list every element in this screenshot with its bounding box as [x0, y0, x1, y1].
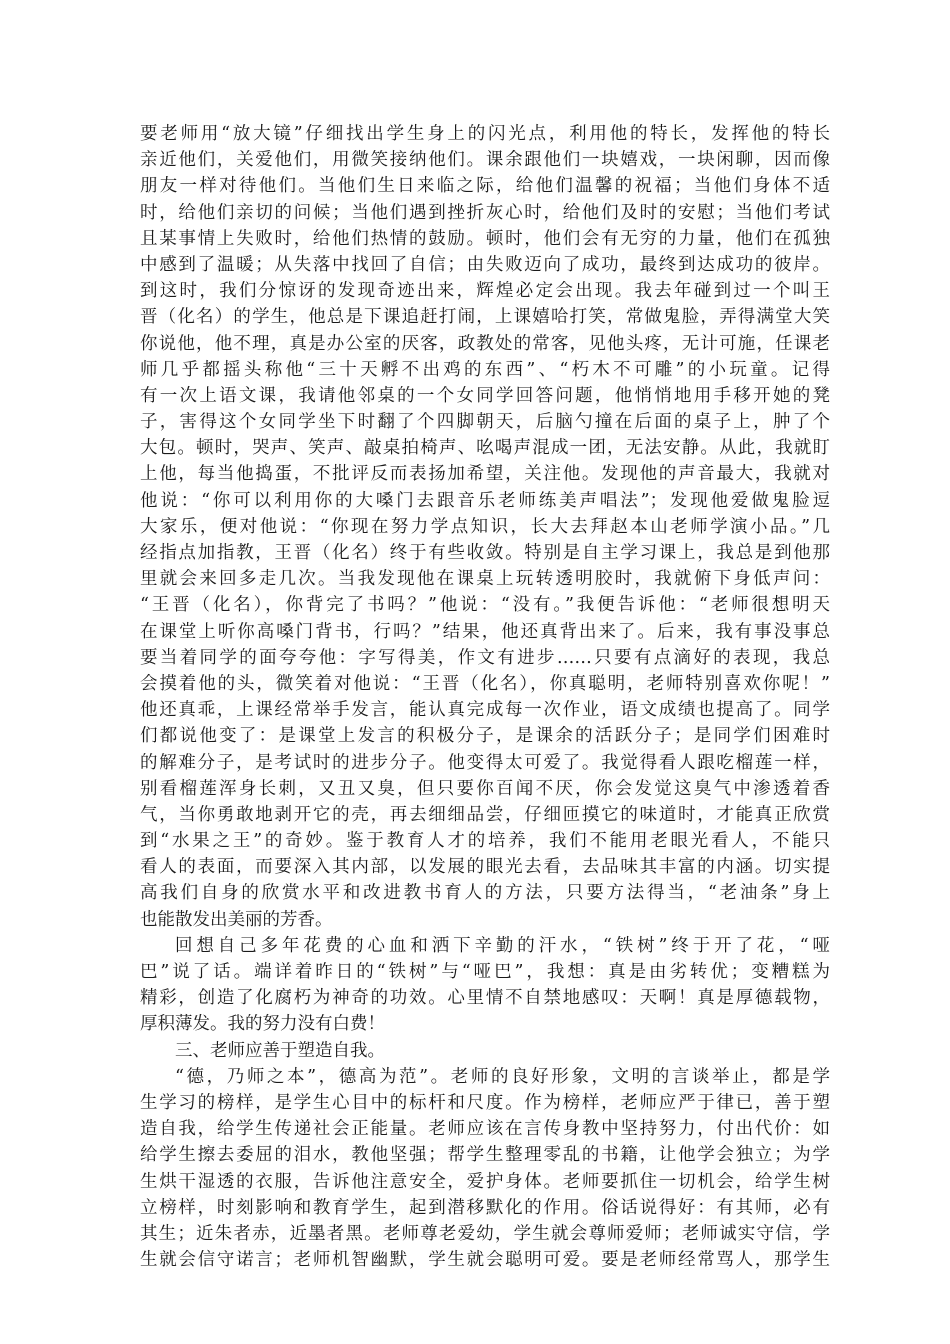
text-line: 朋友一样对待他们。当他们生日来临之际，给他们温馨的祝福；当他们身体不适	[140, 176, 830, 197]
text-line: 巴”说了话。端详着昨日的“铁树”与“哑巴”，我想：真是由劣转优；变糟糕为	[140, 962, 830, 982]
text-line: 立榜样，时刻影响和教育学生，起到潜移默化的作用。俗话说得好：有其师，必有	[140, 1197, 830, 1218]
paragraph	[140, 121, 830, 933]
text-line: 给学生擦去委屈的泪水，教他坚强；帮学生整理零乱的书籍，让他学会独立；为学	[140, 1145, 830, 1166]
text-line: 时，给他们亲切的问候；当他们遇到挫折灰心时，给他们及时的安慰；当他们考试	[140, 202, 830, 223]
text-line: 生烘干湿透的衣服，告诉他注意安全，爱护身体。老师要抓住一切机会，给学生树	[140, 1171, 830, 1192]
text-line: 三、老师应善于塑造自我。	[175, 1040, 385, 1061]
text-line: 高我们自身的欣赏水平和改进教书育人的方法，只要方法得当，“老油条”身上	[140, 883, 830, 904]
text-line: 看人的表面，而要深入其内部，以发展的眼光去看，去品味其丰富的内涵。切实提	[140, 857, 830, 878]
text-line: 中感到了温暖；从失落中找回了自信；由失败迈向了成功，最终到达成功的彼岸。	[140, 254, 830, 275]
paragraph	[140, 1064, 830, 1274]
text-line: 你说他，他不理，真是办公室的厌客，政教处的常客，见他头疼，无计可施，任课老	[140, 333, 830, 354]
text-line: 师几乎都摇头称他“三十天孵不出鸡的东西”、“朽木不可雕”的小玩童。记得	[140, 359, 830, 380]
text-line: 生就会信守诺言；老师机智幽默，学生就会聪明可爱。要是老师经常骂人，那学生	[140, 1250, 830, 1271]
text-line: 亲近他们，关爱他们，用微笑接纳他们。课余跟他们一块嬉戏，一块闲聊，因而像	[140, 150, 830, 171]
text-line: 别看榴莲浑身长刺，又丑又臭，但只要你百闻不厌，你会发觉这臭气中渗透着香	[140, 778, 830, 799]
paragraph	[140, 933, 830, 1038]
text-line: 会摸着他的头，微笑着对他说：“王晋（化名），你真聪明，老师特别喜欢你呢！”	[140, 673, 830, 694]
text-line: 造自我，给学生传递社会正能量。老师应该在言传身教中坚持努力，付出代价：如	[140, 1119, 830, 1140]
text-line: 回想自己多年花费的心血和洒下辛勤的汗水，“铁树”终于开了花，“哑	[175, 935, 830, 956]
text-line: 到“水果之王”的奇妙。鉴于教育人才的培养，我们不能用老眼光看人，不能只	[140, 831, 830, 852]
text-line: 厚积薄发。我的努力没有白费！	[140, 1014, 385, 1035]
text-line: 到这时，我们分惊讶的发现奇迹出来，辉煌必定会出现。我去年碰到过一个叫王	[140, 281, 830, 302]
text-line: 要老师用“放大镜”仔细找出学生身上的闪光点，利用他的特长，发挥他的特长	[140, 124, 830, 144]
text-line: 经指点加指教，王晋（化名）终于有些收敛。特别是自主学习课上，我总是到他那	[140, 543, 830, 563]
text-line: 其生；近朱者赤，近墨者黑。老师尊老爱幼，学生就会尊师爱师；老师诚实守信，学	[140, 1223, 830, 1244]
text-line: “王晋（化名），你背完了书吗？”他说：“没有。”我便告诉他：“老师很想明天	[140, 595, 830, 616]
text-line: 精彩，创造了化腐朽为神奇的功效。心里情不自禁地感叹：天啊！真是厚德载物，	[140, 988, 830, 1009]
text-line: 大包。顿时，哭声、笑声、敲桌拍椅声、吆喝声混成一团，无法安静。从此，我就盯	[140, 438, 830, 459]
text-line: 气，当你勇敢地剥开它的壳，再去细细品尝，仔细匝摸它的味道时，才能真正欣赏	[140, 804, 830, 825]
paragraph	[140, 1038, 830, 1064]
text-line: 晋（化名）的学生，他总是下课追赶打闹，上课嬉哈打笑，常做鬼脸，弄得满堂大笑	[140, 307, 830, 328]
text-line: 要当着同学的面夸夸他：字写得美，作文有进步……只要有点滴好的表现，我总	[140, 647, 830, 668]
text-line: 里就会来回多走几次。当我发现他在课桌上玩转透明胶时，我就俯下身低声问：	[140, 569, 830, 590]
text-line: 在课堂上听你高嗓门背书，行吗？”结果，他还真背出来了。后来，我有事没事总	[140, 621, 830, 642]
text-line: 且某事情上失败时，给他们热情的鼓励。顿时，他们会有无穷的力量，他们在孤独	[140, 228, 830, 249]
text-line: 的解难分子，是考试时的进步分子。他变得太可爱了。我觉得看人跟吃榴莲一样，	[140, 752, 830, 773]
text-line: “德，乃师之本”，德高为范”。老师的良好形象，文明的言谈举止，都是学	[175, 1066, 830, 1087]
text-line: 生学习的榜样，是学生心目中的标杆和尺度。作为榜样，老师应严于律已，善于塑	[140, 1092, 830, 1113]
text-line: 上他，每当他捣蛋，不批评反而表扬加希望，关注他。发现他的声音最大，我就对	[140, 464, 830, 485]
text-line: 子，害得这个女同学坐下时翻了个四脚朝天，后脑勺撞在后面的桌子上，肿了个	[140, 412, 830, 433]
text-line: 大家乐，便对他说：“你现在努力学点知识，长大去拜赵本山老师学演小品。”几	[140, 516, 830, 537]
text-line: 他还真乖，上课经常举手发言，能认真完成每一次作业，语文成绩也提高了。同学	[140, 700, 830, 721]
text-line: 们都说他变了：是课堂上发言的积极分子，是课余的活跃分子；是同学们困难时	[140, 726, 830, 747]
text-line: 有一次上语文课，我请他邻桌的一个女同学回答问题，他悄悄地用手移开她的凳	[140, 385, 830, 406]
document-body-text	[140, 121, 830, 1273]
text-line: 他说：“你可以利用你的大嗓门去跟音乐老师练美声唱法”；发现他爱做鬼脸逗	[140, 490, 830, 511]
text-line: 也能散发出美丽的芳香。	[140, 909, 333, 930]
